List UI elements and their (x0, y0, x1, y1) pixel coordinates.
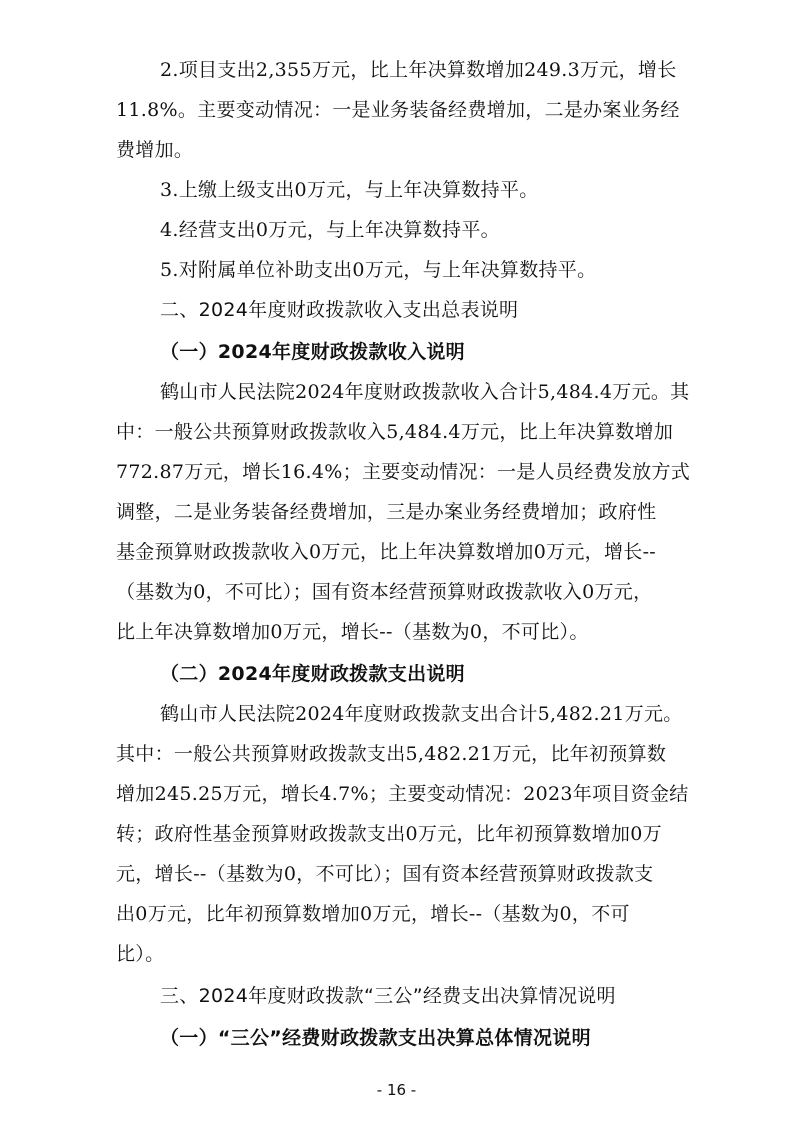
body-text-line: 其中：一般公共预算财政拨款支出5,482.21万元，比年初预算数 (116, 743, 667, 765)
section-heading: 二、2024年度财政拨款收入支出总表说明 (160, 299, 519, 321)
body-text-line: 转；政府性基金预算财政拨款支出0万元，比年初预算数增加0万 (116, 823, 662, 845)
body-text-line: 鹤山市人民法院2024年度财政拨款收入合计5,484.4万元。其 (160, 381, 690, 403)
body-text-line: 5.对附属单位补助支出0万元，与上年决算数持平。 (160, 259, 597, 281)
body-text-line: 费增加。 (116, 139, 194, 161)
page-number: - 16 - (376, 1081, 417, 1099)
body-text-line: 11.8%。主要变动情况：一是业务装备经费增加，二是办案业务经 (116, 99, 680, 121)
body-text-line: 4.经营支出0万元，与上年决算数持平。 (160, 219, 500, 241)
subsection-heading: （二）2024年度财政拨款支出说明 (160, 663, 465, 685)
body-text-line: 元，增长--（基数为0，不可比）；国有资本经营预算财政拨款支 (116, 863, 654, 885)
body-text-line: （基数为0，不可比）；国有资本经营预算财政拨款收入0万元， (116, 581, 653, 603)
body-text-line: 2.项目支出2,355万元，比上年决算数增加249.3万元，增长 (160, 59, 677, 81)
body-text-line: 比）。 (116, 943, 165, 965)
body-text-line: 3.上缴上级支出0万元，与上年决算数持平。 (160, 179, 539, 201)
body-text-line: 772.87万元，增长16.4%；主要变动情况：一是人员经费发放方式 (116, 461, 691, 483)
body-text-line: 增加245.25万元，增长4.7%；主要变动情况：2023年项目资金结 (116, 783, 689, 805)
body-text-line: 调整，二是业务装备经费增加，三是办案业务经费增加；政府性 (116, 501, 657, 523)
body-text-line: 出0万元，比年初预算数增加0万元，增长--（基数为0，不可 (116, 903, 630, 925)
body-text-line: 基金预算财政拨款收入0万元，比上年决算数增加0万元，增长-- (116, 541, 657, 563)
body-text-line: 鹤山市人民法院2024年度财政拨款支出合计5,482.21万元。 (160, 703, 683, 725)
body-text-line: 中：一般公共预算财政拨款收入5,484.4万元，比上年决算数增加 (116, 421, 674, 443)
subsection-heading: （一）2024年度财政拨款收入说明 (160, 341, 465, 363)
subsection-heading: （一）“三公”经费财政拨款支出决算总体情况说明 (160, 1027, 591, 1049)
section-heading: 三、2024年度财政拨款“三公”经费支出决算情况说明 (160, 985, 616, 1007)
body-text-line: 比上年决算数增加0万元，增长--（基数为0，不可比）。 (116, 621, 589, 643)
